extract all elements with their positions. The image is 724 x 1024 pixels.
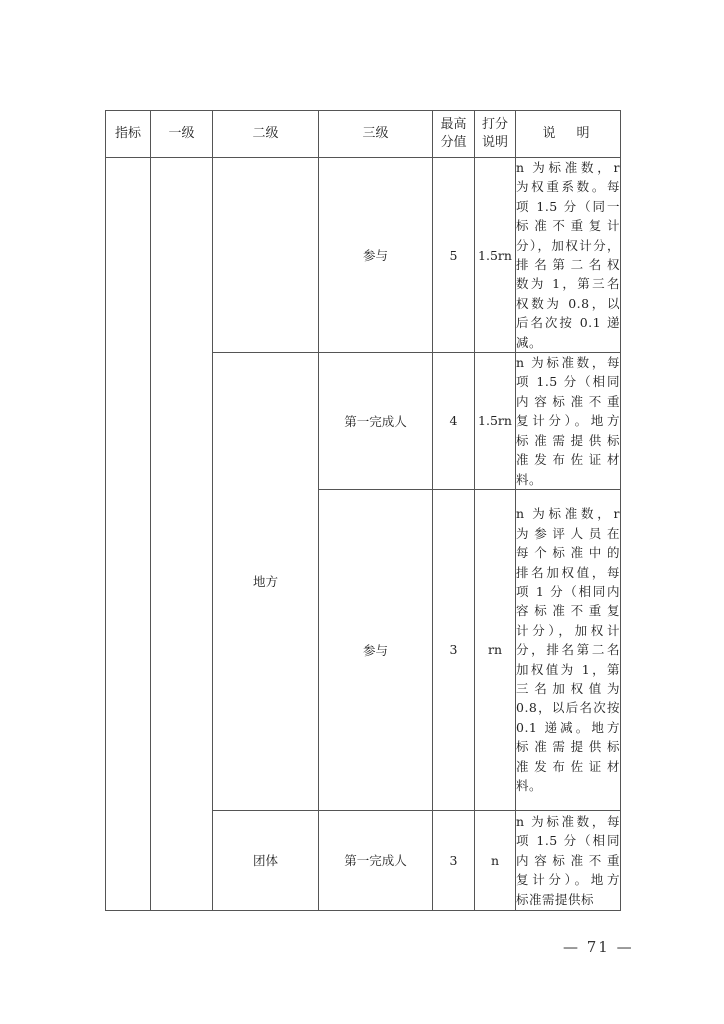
scoring-table	[105, 110, 621, 911]
description-line: 项 1 分（相同内	[516, 583, 620, 599]
description-line: 标准需提供标	[516, 739, 620, 755]
description-line: 分），加权计分，	[516, 237, 620, 253]
level3-cell: 第一完成人	[319, 810, 433, 910]
description-line: 计分），加权计	[516, 622, 620, 638]
description-line: 减。	[516, 334, 543, 350]
level1-cell	[151, 158, 213, 911]
description-line: 后名次按 0.1 递	[516, 315, 620, 331]
description-line: 0.8，以后名次按	[516, 700, 620, 716]
header-level1: 一级	[151, 111, 213, 158]
description-line: 项 1.5 分（同一	[516, 198, 620, 214]
description-line: 为权重系数。每	[516, 179, 620, 195]
header-row	[106, 111, 621, 158]
max-score-cell: 3	[433, 489, 475, 810]
description-line: 容标准不重复	[516, 603, 620, 619]
level2-cell: 地方	[213, 353, 319, 811]
scoring-cell: rn	[475, 489, 516, 810]
description-line: n 为标准数，r	[516, 506, 620, 522]
description-line: n 为标准数，每	[516, 813, 620, 829]
description-line: 排名第二名权	[516, 257, 620, 273]
description-line: n 为标准数，每	[516, 355, 620, 371]
description-line: 料。	[516, 778, 543, 794]
header-level3: 三级	[319, 111, 433, 158]
description-line: 加权值为 1，第	[516, 661, 620, 677]
header-level2: 二级	[213, 111, 319, 158]
description-line: 为参评人员在	[516, 525, 620, 541]
header-indicator: 指标	[106, 111, 151, 158]
description-cell	[516, 810, 621, 910]
max-score-cell: 4	[433, 353, 475, 490]
description-line: 三名加权值为	[516, 681, 620, 697]
description-line: 分，排名第二名	[516, 642, 620, 658]
description-cell	[516, 353, 621, 490]
description-cell	[516, 158, 621, 353]
scoring-cell: n	[475, 810, 516, 910]
description-line: 内容标准不重	[516, 852, 620, 868]
level3-cell: 参与	[319, 158, 433, 353]
table-row	[106, 158, 621, 353]
description-line: 排名加权值，每	[516, 564, 620, 580]
scoring-cell: 1.5rn	[475, 158, 516, 353]
page-number: — 71 —	[563, 938, 634, 956]
description-line: 标准需提供标	[516, 432, 620, 448]
description-line: 内容标准不重	[516, 393, 620, 409]
description-line: 权数为 0.8，以	[516, 295, 620, 311]
description-line: 项 1.5 分（相同	[516, 374, 620, 390]
description-line: 标准需提供标	[516, 891, 595, 907]
header-description: 说 明	[516, 111, 621, 158]
level3-cell: 参与	[319, 489, 433, 810]
scoring-cell: 1.5rn	[475, 353, 516, 490]
description-line: 复计分）。地方	[516, 413, 620, 429]
description-cell	[516, 489, 621, 810]
header-max-score: 最高 分值	[433, 111, 475, 158]
description-line: 准发布佐证材	[516, 758, 620, 774]
max-score-cell: 3	[433, 810, 475, 910]
max-score-cell: 5	[433, 158, 475, 353]
description-line: 项 1.5 分（相同	[516, 833, 620, 849]
indicator-cell	[106, 158, 151, 911]
description-line: 准发布佐证材	[516, 452, 620, 468]
description-line: n 为标准数，r	[516, 160, 620, 175]
level3-cell: 第一完成人	[319, 353, 433, 490]
description-line: 复计分）。地方	[516, 872, 620, 888]
header-scoring: 打分 说明	[475, 111, 516, 158]
description-line: 料。	[516, 471, 543, 487]
description-line: 标准不重复计	[516, 218, 620, 234]
description-line: 数为 1，第三名	[516, 276, 620, 292]
level2-cell	[213, 158, 319, 353]
description-line: 0.1 递减。地方	[516, 719, 620, 735]
description-line: 每个标准中的	[516, 545, 620, 561]
level2-cell: 团体	[213, 810, 319, 910]
